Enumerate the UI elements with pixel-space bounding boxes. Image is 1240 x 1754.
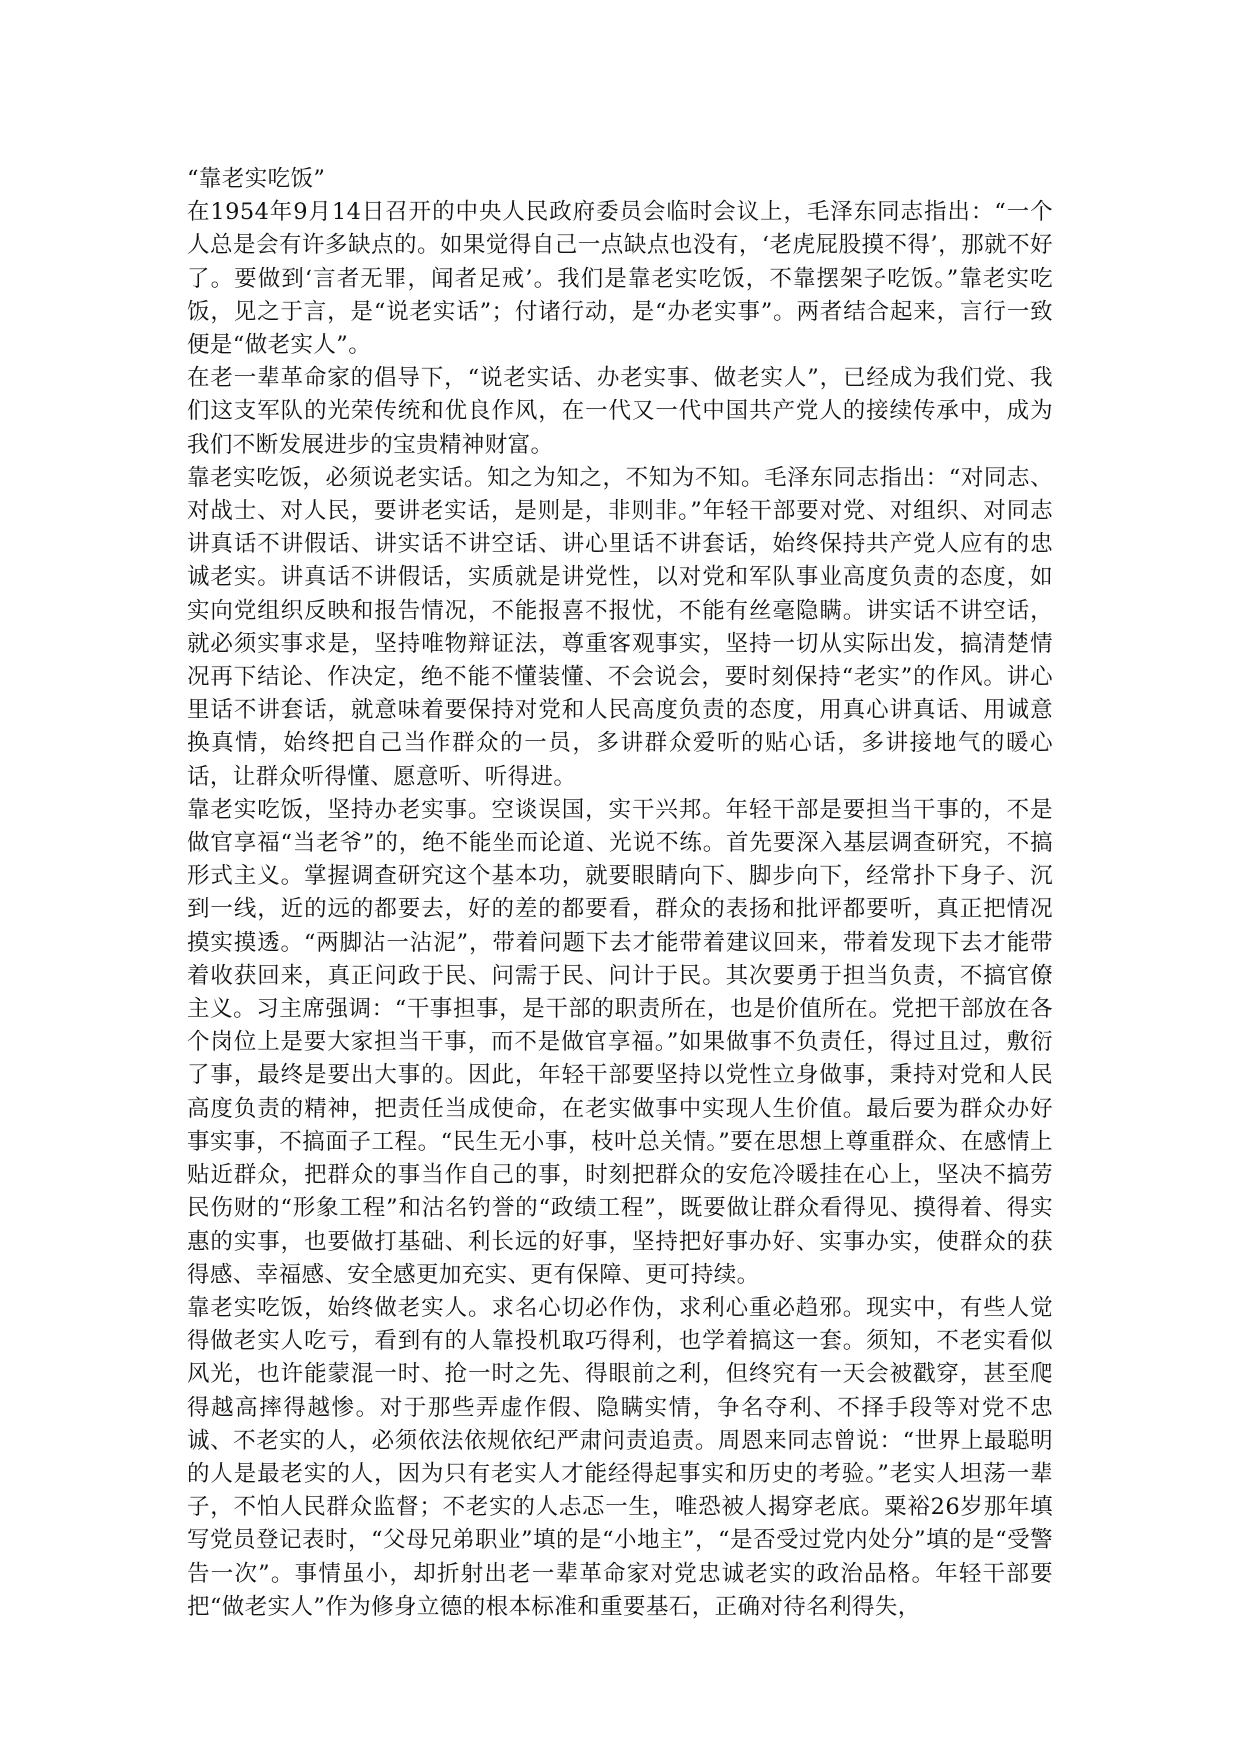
- paragraph-1: 在1954年9月14日召开的中央人民政府委员会临时会议上，毛泽东同志指出：“一个人总是会有许多缺点的。如果觉得自己一点缺点也没有，‘老虎屁股摸不得’，那就不好了。要做到‘言者无罪，闻者足戒’。我们是靠老实吃饭，不靠摆架子吃饭。”靠老实吃饭，见之于言，是“说老实话”；付诸行动，是“办老实事”。两者结合起来，言行一致便是“做老实人”。: [187, 199, 1053, 359]
- document-body: [187, 163, 1053, 1624]
- document-title: “靠老实吃饭”: [187, 166, 326, 192]
- paragraph-5: 靠老实吃饭，始终做老实人。求名心切必作伪，求利心重必趋邪。现实中，有些人觉得做老实人吃亏，看到有的人靠投机取巧得利，也学着搞这一套。须知，不老实看似风光，也许能蒙混一时、抢一时之先、得眼前之利，但终究有一天会被戳穿，甚至爬得越高摔得越惨。对于那些弄虚作假、隐瞒实情，争名夺利、不择手段等对党不忠诚、不老实的人，必须依法依规依纪严肃问责追责。周恩来同志曾说：“世界上最聪明的人是最老实的人，因为只有老实人才能经得起事实和历史的考验。”老实人坦荡一辈子，不怕人民群众监督；不老实的人忐忑一生，唯恐被人揭穿老底。粟裕26岁那年填写党员登记表时，“父母兄弟职业”填的是“小地主”，“是否受过党内处分”填的是“受警告一次”。事情虽小，却折射出老一辈革命家对党忠诚老实的政治品格。年轻干部要把“做老实人”作为修身立德的根本标准和重要基石，正确对待名利得失，: [187, 1294, 1053, 1620]
- paragraph-2: 在老一辈革命家的倡导下，“说老实话、办老实事、做老实人”，已经成为我们党、我们这支军队的光荣传统和优良作风，在一代又一代中国共产党人的接续传承中，成为我们不断发展进步的宝贵精神财富。: [187, 365, 1053, 458]
- paragraph-4: 靠老实吃饭，坚持办老实事。空谈误国，实干兴邦。年轻干部是要担当干事的，不是做官享福“当老爷”的，绝不能坐而论道、光说不练。首先要深入基层调查研究，不搞形式主义。掌握调查研究这个基本功，就要眼睛向下、脚步向下，经常扑下身子、沉到一线，近的远的都要去，好的差的都要看，群众的表扬和批评都要听，真正把情况摸实摸透。“两脚沾一沾泥”，带着问题下去才能带着建议回来，带着发现下去才能带着收获回来，真正问政于民、问需于民、问计于民。其次要勇于担当负责，不搞官僚主义。习主席强调：“干事担事，是干部的职责所在，也是价值所在。党把干部放在各个岗位上是要大家担当干事，而不是做官享福。”如果做事不负责任，得过且过，敷衍了事，最终是要出大事的。因此，年轻干部要坚持以党性立身做事，秉持对党和人民高度负责的精神，把责任当成使命，在老实做事中实现人生价值。最后要为群众办好事实事，不搞面子工程。“民生无小事，枝叶总关情。”要在思想上尊重群众、在感情上贴近群众，把群众的事当作自己的事，时刻把群众的安危冷暖挂在心上，坚决不搞劳民伤财的“形象工程”和沽名钓誉的“政绩工程”，既要做让群众看得见、摸得着、得实惠的实事，也要做打基础、利长远的好事，坚持把好事办好、实事办实，使群众的获得感、幸福感、安全感更加充实、更有保障、更可持续。: [187, 796, 1053, 1288]
- paragraph-3: 靠老实吃饭，必须说老实话。知之为知之，不知为不知。毛泽东同志指出：“对同志、对战士、对人民，要讲老实话，是则是，非则非。”年轻干部要对党、对组织、对同志讲真话不讲假话、讲实话不讲空话、讲心里话不讲套话，始终保持共产党人应有的忠诚老实。讲真话不讲假话，实质就是讲党性，以对党和军队事业高度负责的态度，如实向党组织反映和报告情况，不能报喜不报忧，不能有丝毫隐瞒。讲实话不讲空话，就必须实事求是，坚持唯物辩证法，尊重客观事实，坚持一切从实际出发，搞清楚情况再下结论、作决定，绝不能不懂装懂、不会说会，要时刻保持“老实”的作风。讲心里话不讲套话，就意味着要保持对党和人民高度负责的态度，用真心讲真话、用诚意换真情，始终把自己当作群众的一员，多讲群众爱听的贴心话，多讲接地气的暖心话，让群众听得懂、愿意听、听得进。: [187, 464, 1053, 790]
